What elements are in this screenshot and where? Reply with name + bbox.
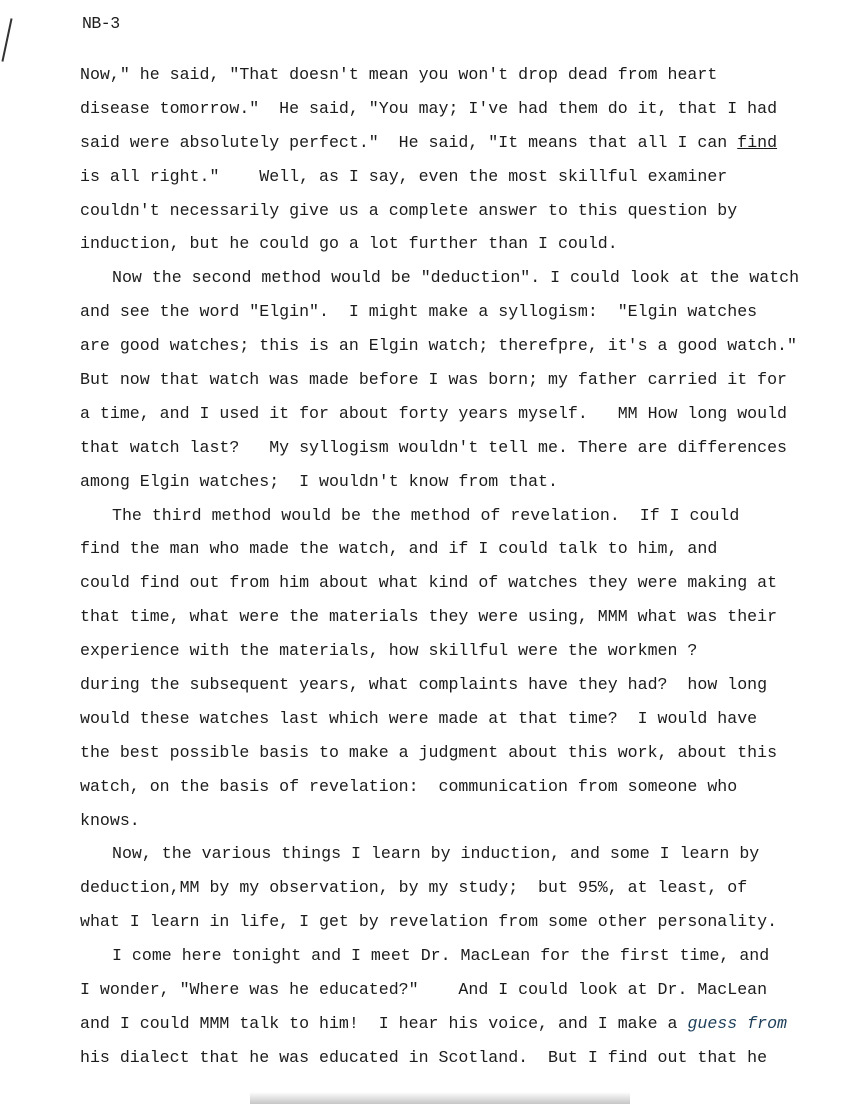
text-line: the best possible basis to make a judgment about this work, about this [80,742,778,762]
page-identifier: NB-3 [82,14,120,33]
text-segment: said were absolutely perfect." He said, "It means that all I can [80,132,738,152]
text-line: experience with the materials, how skillful were the workmen ? [80,641,698,661]
text-line: couldn't necessarily give us a complete answer to this question by [80,200,738,220]
margin-pen-mark [1,18,12,61]
text-line: could find out from him about what kind of watches they were making at [80,573,778,593]
text-line: and see the word "Elgin". I might make a syllogism: "Elgin watches [80,302,758,322]
text-line: knows. [80,810,140,830]
text-line [80,1007,840,1041]
typewritten-body [80,58,840,1075]
text-line: that time, what were the materials they were using, MMM what was their [80,607,778,627]
text-line: Now," he said, "That doesn't mean you won't drop dead from heart [80,65,718,84]
paragraph-start-line: I come here tonight and I meet Dr. MacLean for the first time, and [112,946,770,966]
text-line: disease tomorrow." He said, "You may; I've had them do it, that I had [80,98,778,118]
handwritten-insert: guess from [687,1013,788,1033]
text-line: watch, on the basis of revelation: communication from someone who [80,776,738,796]
text-line: among Elgin watches; I wouldn't know from that. [80,471,558,491]
text-line: would these watches last which were made at that time? I would have [80,708,758,728]
underlined-word: find [737,132,778,152]
scan-smudge [250,1092,630,1104]
text-segment: and I could MMM talk to him! I hear his voice, and I make a [80,1013,688,1033]
text-line: But now that watch was made before I was born; my father carried it for [80,370,788,390]
text-line: a time, and I used it for about forty years myself. MM How long would [80,403,788,423]
text-line: induction, but he could go a lot further than I could. [80,234,618,254]
text-line: what I learn in life, I get by revelation from some other personality. [80,912,778,932]
text-line: are good watches; this is an Elgin watch; therefpre, it's a good watch." [80,336,797,356]
text-line: find the man who made the watch, and if I could talk to him, and [80,539,718,559]
text-line: his dialect that he was educated in Scotland. But I find out that he [80,1047,768,1067]
text-line [80,126,840,160]
paragraph-start-line: Now, the various things I learn by induction, and some I learn by [112,844,760,864]
paragraph-start-line: The third method would be the method of revelation. If I could [112,505,740,525]
text-line: is all right." Well, as I say, even the most skillful examiner [80,166,728,186]
text-line: deduction,MM by my observation, by my study; but 95%, at least, of [80,878,748,898]
paragraph-start-line: Now the second method would be "deduction". I could look at the watch [112,268,800,288]
text-line: during the subsequent years, what complaints have they had? how long [80,675,768,695]
text-line: that watch last? My syllogism wouldn't tell me. There are differences [80,437,788,457]
text-line: I wonder, "Where was he educated?" And I could look at Dr. MacLean [80,980,768,1000]
